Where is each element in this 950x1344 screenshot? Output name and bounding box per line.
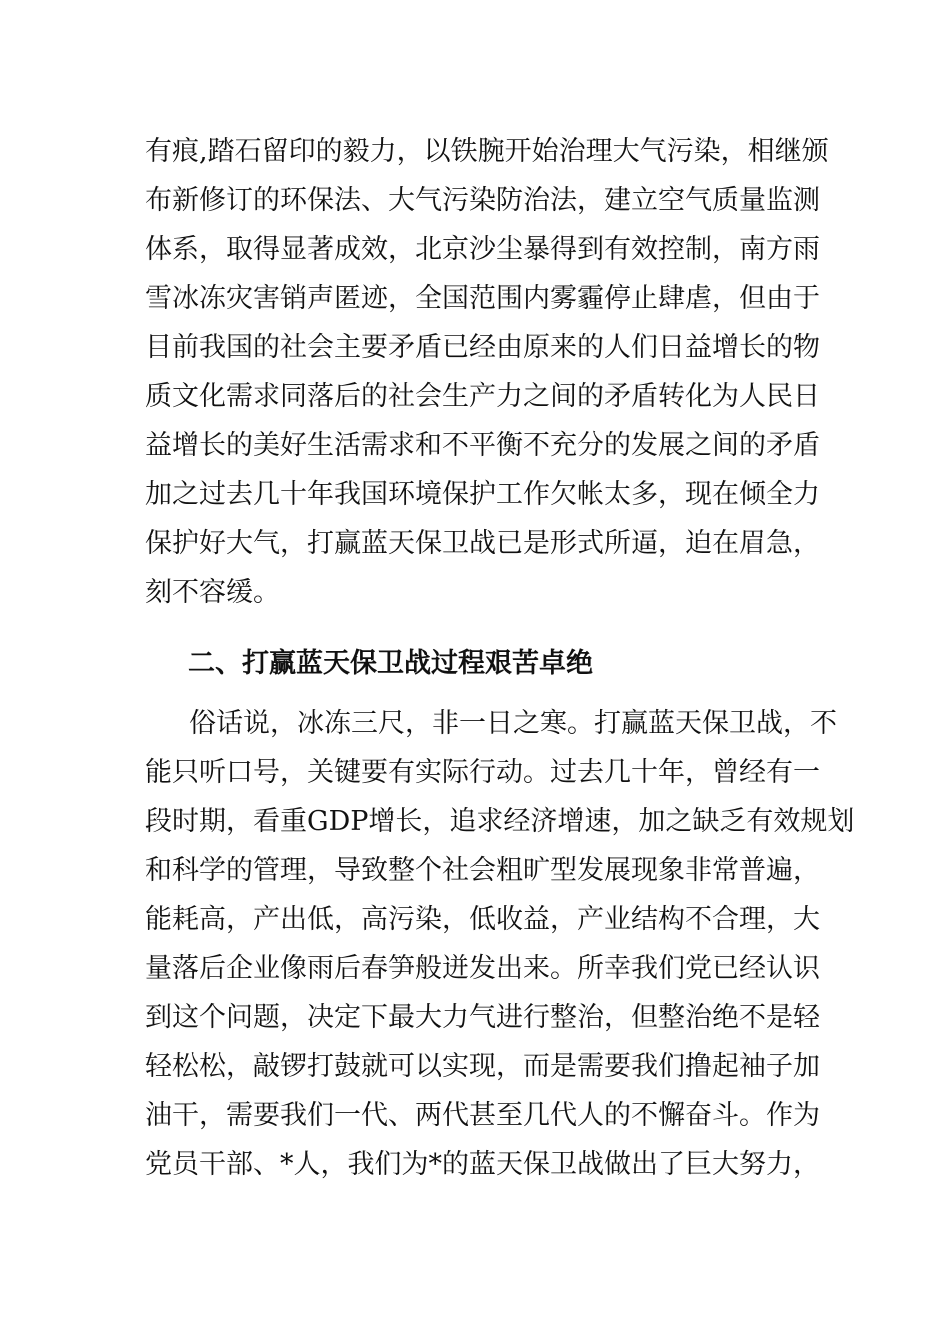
paragraph-2-line-4: 和科学的管理，导致整个社会粗旷型发展现象非常普遍， xyxy=(145,855,820,886)
paragraph-1-line-5: 目前我国的社会主要矛盾已经由原来的人们日益增长的物 xyxy=(145,332,820,363)
paragraph-1-line-3: 体系，取得显著成效，北京沙尘暴得到有效控制，南方雨 xyxy=(145,234,820,265)
paragraph-1-line-1: 有痕,踏石留印的毅力，以铁腕开始治理大气污染，相继颁 xyxy=(145,136,829,167)
paragraph-1-line-2: 布新修订的环保法、大气污染防治法，建立空气质量监测 xyxy=(145,185,820,216)
paragraph-2-line-7: 到这个问题，决定下最大力气进行整治，但整治绝不是轻 xyxy=(145,1002,820,1033)
paragraph-1-line-9: 保护好大气，打赢蓝天保卫战已是形式所逼，迫在眉急， xyxy=(145,528,820,559)
paragraph-2-line-3: 段时期，看重GDP增长，追求经济增速，加之缺乏有效规划 xyxy=(145,806,855,837)
paragraph-2-line-5: 能耗高，产出低，高污染，低收益，产业结构不合理，大 xyxy=(145,904,820,935)
paragraph-1-line-7: 益增长的美好生活需求和不平衡不充分的发展之间的矛盾 xyxy=(145,430,820,461)
paragraph-2-line-2: 能只听口号，关键要有实际行动。过去几十年，曾经有一 xyxy=(145,757,820,788)
paragraph-1-line-4: 雪冰冻灾害销声匿迹，全国范围内雾霾停止肆虐，但由于 xyxy=(145,283,820,314)
paragraph-2-line-10: 党员干部、*人，我们为*的蓝天保卫战做出了巨大努力， xyxy=(145,1149,820,1180)
paragraph-1-line-6: 质文化需求同落后的社会生产力之间的矛盾转化为人民日 xyxy=(145,381,820,412)
paragraph-2-line-1: 俗话说，冰冻三尺，非一日之寒。打赢蓝天保卫战，不 xyxy=(189,708,837,739)
paragraph-1-line-8: 加之过去几十年我国环境保护工作欠帐太多，现在倾全力 xyxy=(145,479,820,510)
paragraph-2-line-6: 量落后企业像雨后春笋般迸发出来。所幸我们党已经认识 xyxy=(145,953,820,984)
paragraph-1-line-10: 刻不容缓。 xyxy=(145,577,280,608)
section-heading: 二、打赢蓝天保卫战过程艰苦卓绝 xyxy=(188,648,593,679)
paragraph-2-line-9: 油干，需要我们一代、两代甚至几代人的不懈奋斗。作为 xyxy=(145,1100,820,1131)
paragraph-2-line-8: 轻松松，敲锣打鼓就可以实现，而是需要我们撸起袖子加 xyxy=(145,1051,820,1082)
